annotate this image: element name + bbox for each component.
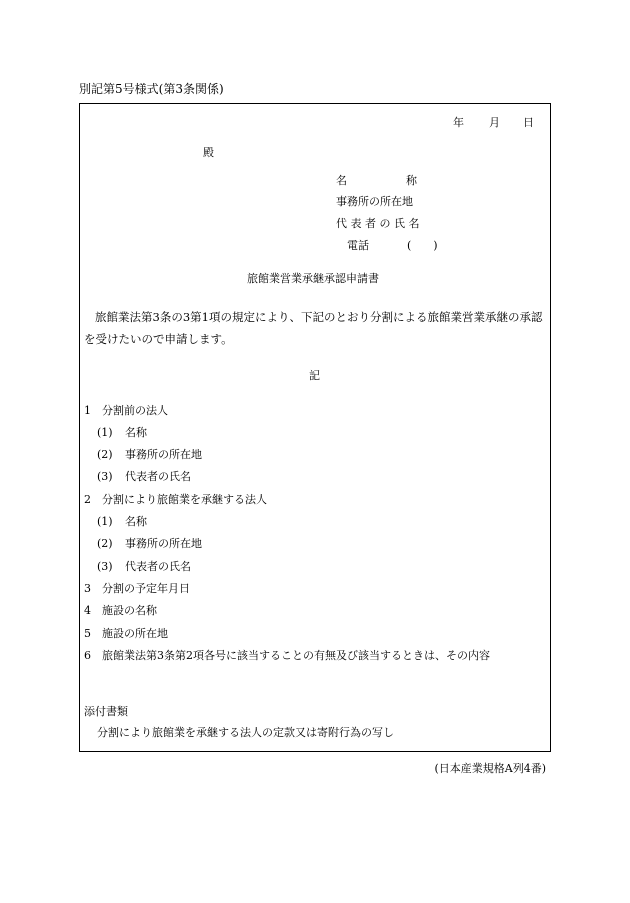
- date-year: 年: [453, 116, 464, 129]
- form-label: 別記第5号様式(第3条関係): [79, 82, 224, 96]
- list-item: 6 旅館業法第3条第2項各号に該当することの有無及び該当するときは、その内容: [84, 649, 490, 662]
- addressee: 殿: [203, 146, 214, 159]
- list-item: (1) 名称: [97, 426, 147, 439]
- applicant-office: 事務所の所在地: [336, 195, 413, 208]
- list-item: 5 施設の所在地: [84, 627, 168, 640]
- date-day: 日: [523, 116, 534, 129]
- applicant-representative: 代 表 者 の 氏 名: [336, 217, 420, 230]
- list-item: (1) 名称: [97, 515, 147, 528]
- body-line-1: 旅館業法第3条の3第1項の規定により、下記のとおり分割による旅館業営業承継の承認: [95, 310, 543, 324]
- list-item: (3) 代表者の氏名: [97, 470, 191, 483]
- attachments-text: 分割により旅館業を承継する法人の定款又は寄附行為の写し: [97, 726, 394, 739]
- list-item: (2) 事務所の所在地: [97, 448, 202, 461]
- list-item: 1 分割前の法人: [84, 404, 168, 417]
- applicant-name-char-2: 称: [406, 174, 417, 187]
- paper-size-note: (日本産業規格A列4番): [434, 762, 546, 775]
- attachments-heading: 添付書類: [84, 705, 128, 718]
- list-item: (3) 代表者の氏名: [97, 560, 191, 573]
- document-title: 旅館業営業承継承認申請書: [247, 272, 379, 285]
- list-item: 3 分割の予定年月日: [84, 582, 190, 595]
- list-item: 4 施設の名称: [84, 604, 157, 617]
- applicant-phone-label: 電話: [347, 239, 369, 252]
- date-month: 月: [489, 116, 500, 129]
- applicant-name-char-1: 名: [336, 174, 347, 187]
- body-line-2: を受けたいので申請します。: [84, 332, 233, 346]
- applicant-phone-parens: ( ): [407, 239, 438, 252]
- list-item: (2) 事務所の所在地: [97, 537, 202, 550]
- ki-heading: 記: [309, 369, 320, 382]
- list-item: 2 分割により旅館業を承継する法人: [84, 493, 267, 506]
